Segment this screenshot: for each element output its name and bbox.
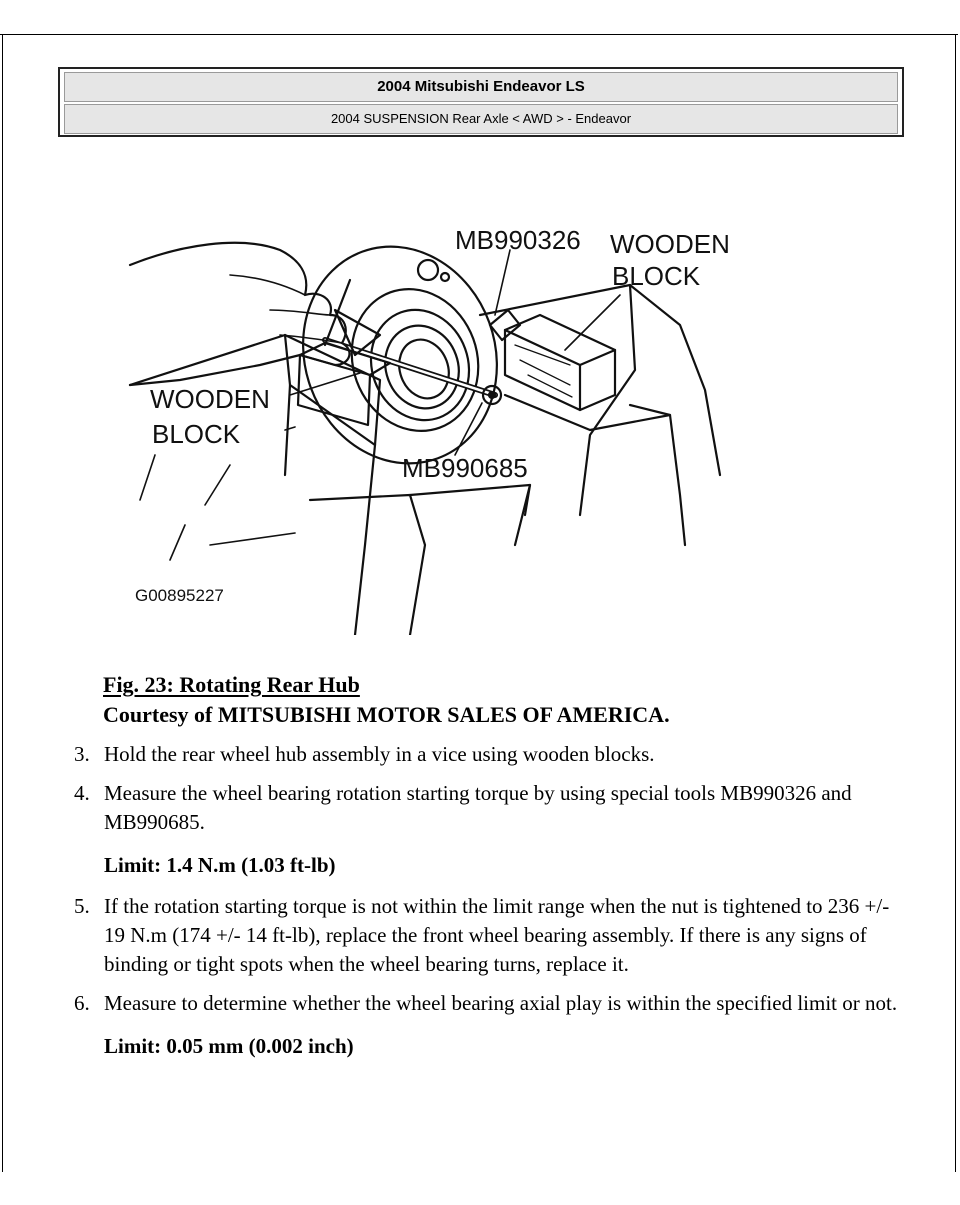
label-mb990685: MB990685 xyxy=(402,453,528,483)
hub-illustration xyxy=(110,215,790,635)
step-text: Measure the wheel bearing rotation starting torque by using special tools MB990326 and MB990685. xyxy=(104,781,852,834)
label-mb990326: MB990326 xyxy=(455,225,581,255)
label-wooden-block-right-line1: WOODEN xyxy=(610,229,730,259)
figure-id: G00895227 xyxy=(135,586,224,605)
torque-limit: Limit: 1.4 N.m (1.03 ft-lb) xyxy=(104,853,336,877)
figure-rotating-rear-hub xyxy=(110,215,790,635)
figure-caption xyxy=(103,670,670,730)
figure-credit: Courtesy of MITSUBISHI MOTOR SALES OF AMERICA. xyxy=(103,702,670,727)
label-wooden-block-left-line1: WOODEN xyxy=(150,384,270,414)
list-item xyxy=(74,989,904,1018)
header-subtitle: 2004 SUSPENSION Rear Axle < AWD > - Endeavor xyxy=(64,104,898,134)
step-number: 5. xyxy=(74,894,90,918)
list-item xyxy=(74,779,904,837)
procedure-steps xyxy=(74,740,904,1073)
document-header xyxy=(58,67,904,137)
figure-title: Fig. 23: Rotating Rear Hub xyxy=(103,672,360,697)
step-number: 6. xyxy=(74,991,90,1015)
list-item xyxy=(74,892,904,979)
list-item xyxy=(74,740,904,769)
label-wooden-block-right-line2: BLOCK xyxy=(612,261,701,291)
page-border-top xyxy=(0,34,958,35)
axial-play-limit: Limit: 0.05 mm (0.002 inch) xyxy=(104,1034,354,1058)
step-number: 4. xyxy=(74,781,90,805)
step-text: Measure to determine whether the wheel bearing axial play is within the specified limit or not. xyxy=(104,991,898,1015)
label-wooden-block-left-line2: BLOCK xyxy=(152,419,241,449)
step-number: 3. xyxy=(74,742,90,766)
page-border-right xyxy=(955,34,956,1172)
page-border-left xyxy=(2,34,3,1172)
step-text: If the rotation starting torque is not within the limit range when the nut is tightened to 236 +/- 19 N.m (174 +/- 14 ft-lb), replace the front wheel bearing assembly. If there is any signs of binding or tight spots when the wheel bearing turns, replace it. xyxy=(104,894,890,976)
header-title: 2004 Mitsubishi Endeavor LS xyxy=(64,72,898,102)
step-text: Hold the rear wheel hub assembly in a vice using wooden blocks. xyxy=(104,742,655,766)
